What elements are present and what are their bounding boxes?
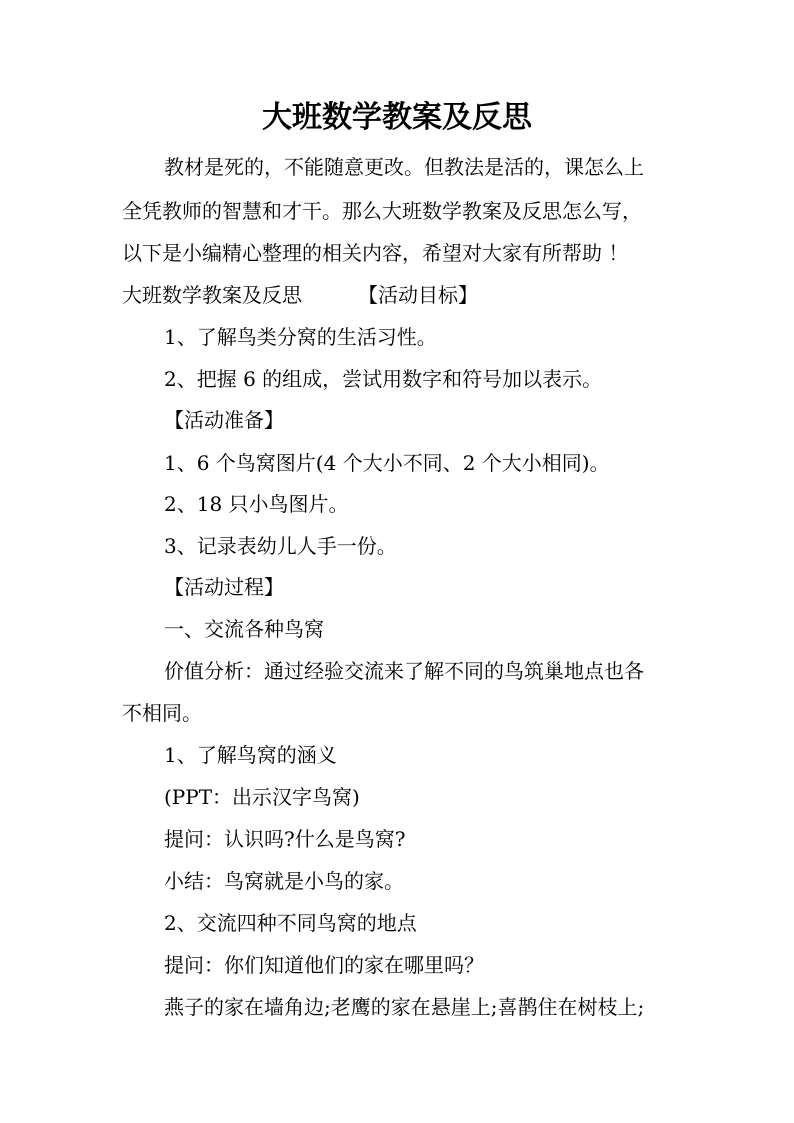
goal-heading: 【活动目标】 [358,283,478,307]
process-question-2: 提问：你们知道他们的家在哪里吗？ [164,953,484,977]
process-answer-1: 燕子的家在墙角边;老鹰的家在悬崖上;喜鹊住在树枝上; [164,995,645,1019]
process-analysis-line-1: 价值分析：通过经验交流来了解不同的鸟筑巢地点也各 [164,659,644,683]
process-heading: 【活动过程】 [164,575,284,599]
intro-line-1: 教材是死的，不能随意更改。但教法是活的，课怎么上 [164,155,644,179]
goal-item-2: 2、把握 6 的组成，尝试用数字和符号加以表示。 [164,367,603,391]
process-summary-1: 小结：鸟窝就是小鸟的家。 [164,869,404,893]
subtitle-row [122,280,478,310]
document-title: 大班数学教案及反思 [262,100,532,135]
intro-line-2: 全凭教师的智慧和才干。那么大班数学教案及反思怎么写， [122,199,642,223]
prep-heading: 【活动准备】 [164,408,284,432]
process-analysis-line-2: 不相同。 [122,701,202,725]
prep-item-3: 3、记录表幼儿人手一份。 [164,534,397,558]
prep-item-1: 1、6 个鸟窝图片(4 个大小不同、2 个大小相同)。 [164,451,610,475]
process-step-2: 1、了解鸟窝的涵义 [164,743,337,767]
process-ppt-note: (PPT：出示汉字鸟窝) [164,785,360,809]
process-step-3: 2、交流四种不同鸟窝的地点 [164,911,417,935]
intro-line-3: 以下是小编精心整理的相关内容，希望对大家有所帮助 ！ [122,241,629,265]
process-step-1: 一、交流各种鸟窝 [164,617,324,641]
prep-item-2: 2、18 只小鸟图片。 [164,492,349,516]
process-question-1: 提问：认识吗?什么是鸟窝? [164,827,406,851]
goal-item-1: 1、了解鸟类分窝的生活习性。 [164,325,437,349]
section-subtitle: 大班数学教案及反思 [122,283,302,307]
